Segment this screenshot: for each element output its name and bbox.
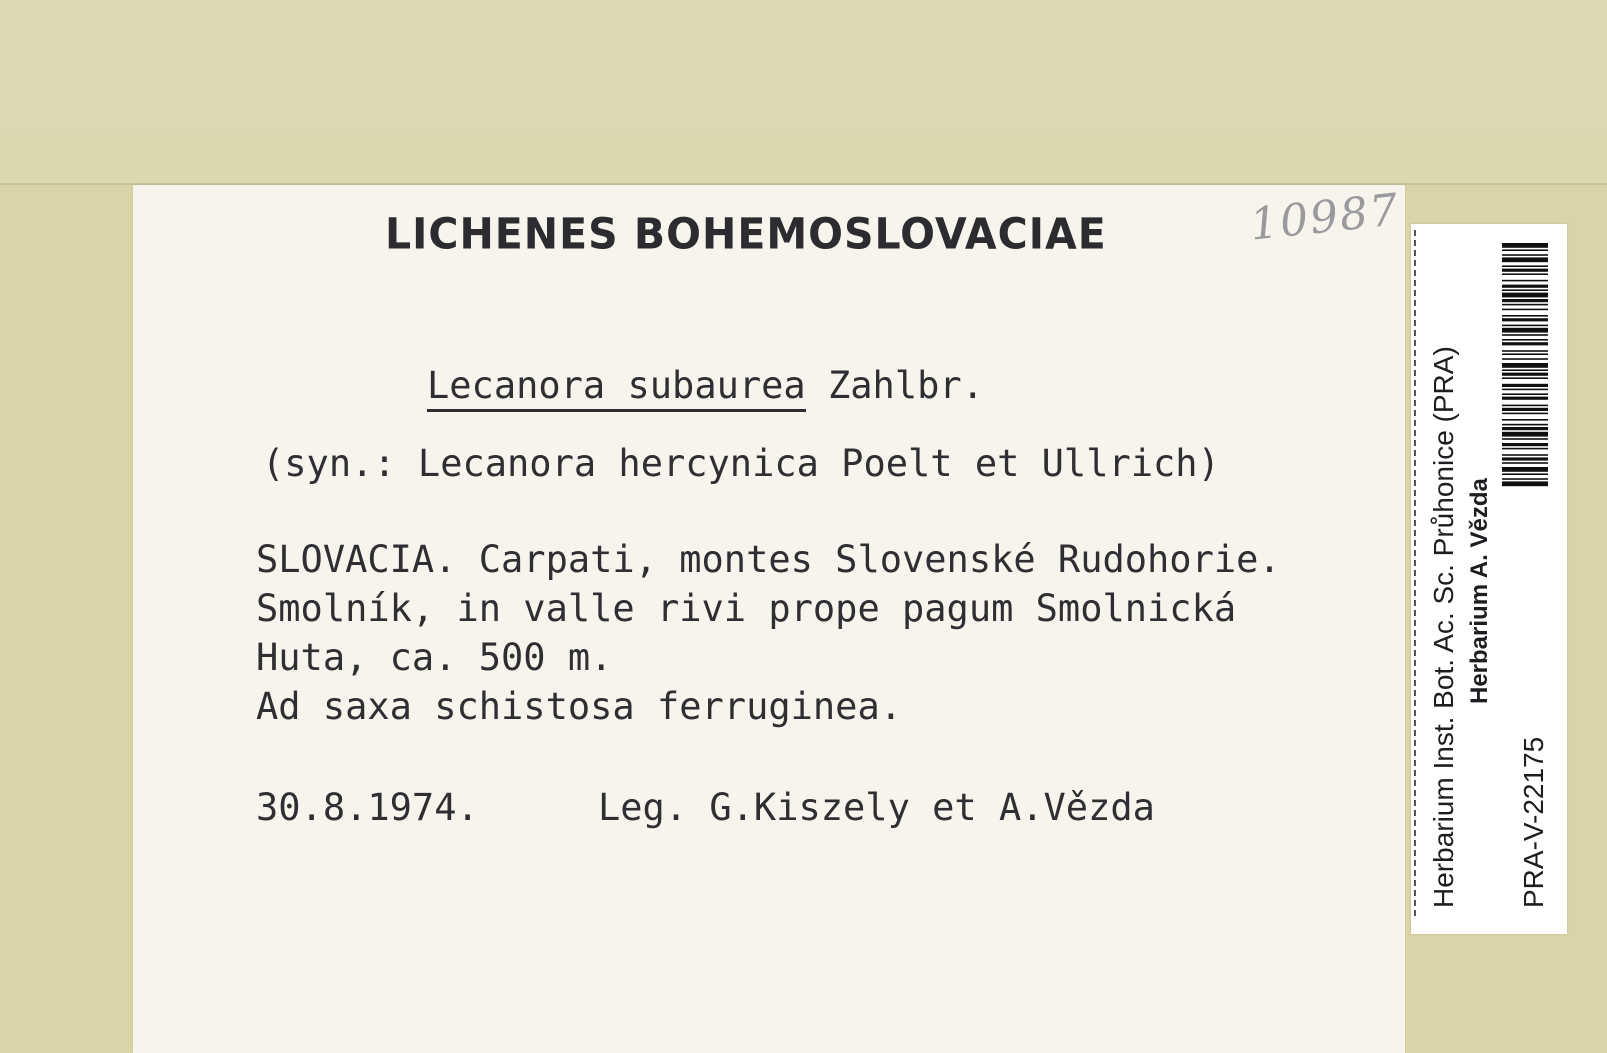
species-name xyxy=(427,364,984,407)
genus: Lecanora xyxy=(427,364,606,407)
epithet: subaurea xyxy=(627,364,806,407)
collectors: Leg. G.Kiszely et A.Vězda xyxy=(598,786,1155,829)
collection-name: Herbarium A. Vězda xyxy=(1466,478,1493,704)
synonym-line: (syn.: Lecanora hercynica Poelt et Ullrich) xyxy=(262,442,1220,485)
author: Zahlbr. xyxy=(828,364,984,407)
institution-name: Herbarium Inst. Bot. Ac. Sc. Průhonice (PRA) xyxy=(1428,346,1459,908)
habitat-line: Ad saxa schistosa ferruginea. xyxy=(256,685,903,728)
accession-number: PRA-V-22175 xyxy=(1518,736,1549,908)
locality-line-2: Smolník, in valle rivi prope pagum Smolnická xyxy=(256,587,1237,630)
locality-line-1: SLOVACIA. Carpati, montes Slovenské Rudohorie. xyxy=(256,538,1281,581)
handwritten-number: 10987 xyxy=(1247,184,1403,251)
species-binomial xyxy=(427,364,806,412)
label-header: LICHENES BOHEMOSLOVACIAE xyxy=(385,208,1107,260)
collection-date: 30.8.1974. xyxy=(256,786,479,829)
locality-line-3: Huta, ca. 500 m. xyxy=(256,636,613,679)
barcode-icon xyxy=(1502,243,1548,686)
